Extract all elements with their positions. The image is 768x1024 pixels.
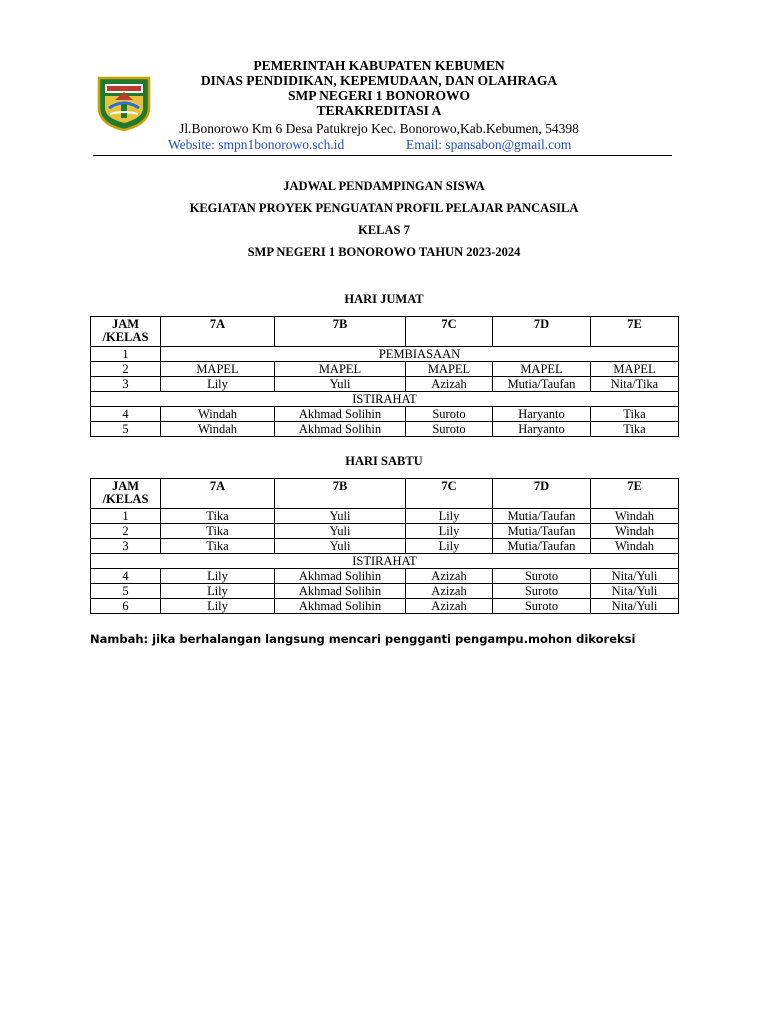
cell-7c: Azizah	[406, 599, 493, 614]
cell-7b: Akhmad Solihin	[275, 599, 406, 614]
header-7d: 7D	[493, 479, 591, 509]
istirahat-cell: ISTIRAHAT	[91, 554, 679, 569]
cell-7d: Suroto	[493, 569, 591, 584]
header-7c: 7C	[406, 479, 493, 509]
table-header-row	[91, 479, 679, 509]
accreditation: TERAKREDITASI A	[316, 103, 442, 118]
cell-7e: Nita/Tika	[591, 377, 679, 392]
cell-7e: Nita/Yuli	[591, 584, 679, 599]
cell-7c: Lily	[406, 509, 493, 524]
pembiasaan-cell: PEMBIASAAN	[161, 347, 679, 362]
table-row	[91, 554, 679, 569]
table-row	[91, 347, 679, 362]
cell-7a: Lily	[161, 599, 275, 614]
letterhead	[0, 0, 768, 160]
table-row	[91, 362, 679, 377]
table-row	[91, 509, 679, 524]
doc-title: JADWAL PENDAMPINGAN SISWA	[283, 179, 485, 193]
cell-7e: Tika	[591, 407, 679, 422]
jam-cell: 2	[91, 362, 161, 377]
table-row	[91, 377, 679, 392]
website-link[interactable]: Website: smpn1bonorowo.sch.id	[168, 137, 345, 152]
cell-7a: Windah	[161, 407, 275, 422]
header-jam-kelas: JAM /KELAS	[91, 479, 161, 509]
istirahat-cell: ISTIRAHAT	[91, 392, 679, 407]
jam-cell: 1	[91, 347, 161, 362]
friday-schedule-table	[90, 316, 679, 437]
cell-7b: Yuli	[275, 524, 406, 539]
cell-7d: Mutia/Taufan	[493, 539, 591, 554]
jam-cell: 2	[91, 524, 161, 539]
jam-cell: 5	[91, 422, 161, 437]
cell-7a: Tika	[161, 539, 275, 554]
table-row	[91, 422, 679, 437]
cell-7d: Haryanto	[493, 407, 591, 422]
cell-7b: Akhmad Solihin	[275, 569, 406, 584]
cell-7c: Suroto	[406, 422, 493, 437]
saturday-schedule-table	[90, 478, 679, 614]
friday-title: HARI JUMAT	[344, 292, 424, 306]
cell-7e: Windah	[591, 539, 679, 554]
doc-school-year: SMP NEGERI 1 BONOROWO TAHUN 2023-2024	[247, 245, 521, 259]
cell-7b: Yuli	[275, 509, 406, 524]
jam-cell: 3	[91, 377, 161, 392]
header-7c: 7C	[406, 317, 493, 347]
cell-7e: Windah	[591, 509, 679, 524]
saturday-title: HARI SABTU	[345, 454, 423, 468]
doc-subtitle: KEGIATAN PROYEK PENGUATAN PROFIL PELAJAR PANCASILA	[189, 201, 579, 215]
header-7e: 7E	[591, 479, 679, 509]
jam-cell: 1	[91, 509, 161, 524]
cell-7b: Akhmad Solihin	[275, 584, 406, 599]
table-row	[91, 524, 679, 539]
table-row	[91, 392, 679, 407]
table-header-row	[91, 317, 679, 347]
cell-7b: Yuli	[275, 377, 406, 392]
cell-7a: Lily	[161, 569, 275, 584]
school-address: Jl.Bonorowo Km 6 Desa Patukrejo Kec. Bonorowo,Kab.Kebumen, 54398	[179, 121, 579, 136]
cell-7c: MAPEL	[406, 362, 493, 377]
cell-7d: Suroto	[493, 599, 591, 614]
department-name: DINAS PENDIDIKAN, KEPEMUDAAN, DAN OLAHRAGA	[200, 73, 558, 88]
header-7b: 7B	[275, 479, 406, 509]
jam-cell: 4	[91, 407, 161, 422]
table-row	[91, 539, 679, 554]
header-7a: 7A	[161, 317, 275, 347]
cell-7d: Mutia/Taufan	[493, 509, 591, 524]
cell-7e: MAPEL	[591, 362, 679, 377]
header-7a: 7A	[161, 479, 275, 509]
cell-7a: Tika	[161, 509, 275, 524]
table-row	[91, 569, 679, 584]
cell-7c: Azizah	[406, 584, 493, 599]
kebumen-emblem-icon	[95, 74, 153, 132]
cell-7a: Lily	[161, 584, 275, 599]
cell-7a: Tika	[161, 524, 275, 539]
footnote: Nambah: jika berhalangan langsung mencari pengganti pengampu.mohon dikoreksi	[90, 632, 636, 646]
cell-7b: Akhmad Solihin	[275, 407, 406, 422]
cell-7e: Tika	[591, 422, 679, 437]
cell-7a: Windah	[161, 422, 275, 437]
cell-7d: MAPEL	[493, 362, 591, 377]
cell-7d: Mutia/Taufan	[493, 524, 591, 539]
document-titles	[90, 175, 678, 263]
cell-7c: Lily	[406, 539, 493, 554]
header-7d: 7D	[493, 317, 591, 347]
cell-7e: Nita/Yuli	[591, 569, 679, 584]
cell-7a: Lily	[161, 377, 275, 392]
email-link[interactable]: Email: spansabon@gmail.com	[406, 137, 572, 152]
cell-7c: Suroto	[406, 407, 493, 422]
header-jam-kelas: JAM /KELAS	[91, 317, 161, 347]
cell-7c: Lily	[406, 524, 493, 539]
government-name: PEMERINTAH KABUPATEN KEBUMEN	[253, 58, 505, 73]
letterhead-divider	[93, 155, 672, 156]
cell-7d: Mutia/Taufan	[493, 377, 591, 392]
cell-7a: MAPEL	[161, 362, 275, 377]
cell-7c: Azizah	[406, 377, 493, 392]
cell-7e: Windah	[591, 524, 679, 539]
cell-7d: Haryanto	[493, 422, 591, 437]
header-7e: 7E	[591, 317, 679, 347]
doc-class: KELAS 7	[358, 223, 410, 237]
cell-7c: Azizah	[406, 569, 493, 584]
cell-7b: MAPEL	[275, 362, 406, 377]
jam-cell: 6	[91, 599, 161, 614]
cell-7e: Nita/Yuli	[591, 599, 679, 614]
cell-7d: Suroto	[493, 584, 591, 599]
table-row	[91, 599, 679, 614]
cell-7b: Yuli	[275, 539, 406, 554]
cell-7b: Akhmad Solihin	[275, 422, 406, 437]
header-7b: 7B	[275, 317, 406, 347]
jam-cell: 5	[91, 584, 161, 599]
letterhead-title-block	[150, 58, 608, 118]
table-row	[91, 584, 679, 599]
jam-cell: 3	[91, 539, 161, 554]
school-name: SMP NEGERI 1 BONOROWO	[288, 88, 470, 103]
table-row	[91, 407, 679, 422]
jam-cell: 4	[91, 569, 161, 584]
